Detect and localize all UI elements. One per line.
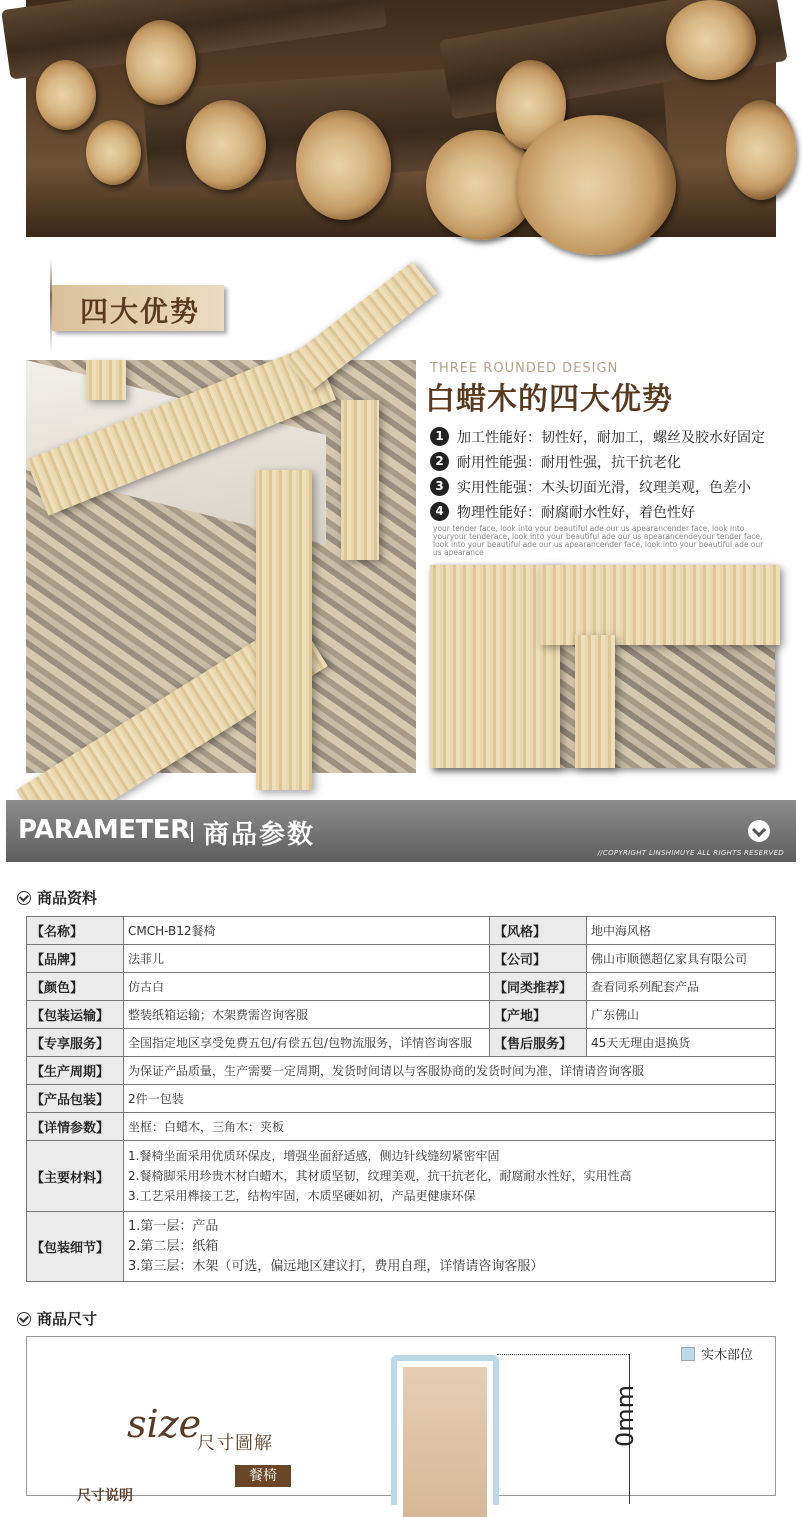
table-row bbox=[27, 917, 776, 945]
size-diagram bbox=[26, 1336, 776, 1504]
advantages-tag-text: 四大优势 bbox=[80, 295, 201, 328]
advantages-list bbox=[430, 424, 790, 524]
table-row bbox=[27, 1085, 776, 1113]
spec-key: 【产品包装】 bbox=[27, 1085, 124, 1113]
spec-key: 【公司】 bbox=[490, 945, 587, 973]
spec-key: 【颜色】 bbox=[27, 973, 124, 1001]
table-row bbox=[27, 1212, 776, 1282]
advantage-text: 耐用性能强：耐用性强，抗干抗老化 bbox=[457, 454, 681, 471]
spec-value: 仿古白 bbox=[124, 973, 490, 1001]
table-row bbox=[27, 1141, 776, 1212]
list-item bbox=[430, 499, 790, 524]
spec-value: 佛山市顺德超亿家具有限公司 bbox=[587, 945, 776, 973]
spec-key: 【专享服务】 bbox=[27, 1029, 124, 1057]
check-circle-icon bbox=[17, 1312, 31, 1326]
parameter-cn: 商品参数 bbox=[203, 820, 316, 850]
size-heading-text: 商品尺寸 bbox=[37, 1310, 98, 1328]
advantage-text: 加工性能好：韧性好，耐加工，螺丝及胶水好固定 bbox=[457, 429, 765, 446]
solid-wood-legend bbox=[681, 1344, 753, 1363]
dimension-label: 0mm bbox=[611, 1384, 639, 1447]
product-info-heading bbox=[17, 887, 97, 908]
banner-divider bbox=[191, 822, 193, 842]
spec-key: 【同类推荐】 bbox=[490, 973, 587, 1001]
size-heading bbox=[17, 1308, 97, 1329]
advantages-tag bbox=[52, 285, 224, 331]
logs-photo bbox=[26, 0, 776, 237]
spec-value: 法菲儿 bbox=[124, 945, 490, 973]
spec-value: 2件一包装 bbox=[124, 1085, 776, 1113]
legend-label: 实木部位 bbox=[701, 1348, 754, 1363]
legend-swatch bbox=[681, 1347, 695, 1361]
chair-corner-photo bbox=[26, 360, 416, 773]
spec-key: 【售后服务】 bbox=[490, 1029, 587, 1057]
parameter-en: PARAMETER bbox=[18, 815, 190, 845]
chair-leg-detail-photo bbox=[430, 565, 775, 768]
advantages-heading: 白蜡木的四大优势 bbox=[425, 382, 673, 417]
size-cn-title: 尺寸圖解 bbox=[197, 1433, 273, 1454]
spec-value: 为保证产品质量，生产需要一定周期，发货时间请以与客服协商的发货时间为准，详情请咨询客服 bbox=[124, 1057, 776, 1085]
list-item bbox=[430, 474, 790, 499]
spec-key: 【生产周期】 bbox=[27, 1057, 124, 1085]
spec-value: 广东佛山 bbox=[587, 1001, 776, 1029]
number-badge: 2 bbox=[430, 452, 449, 471]
copyright-text: //COPYRIGHT LINSHIMUYE ALL RIGHTS RESERVED bbox=[597, 849, 784, 857]
material-line: 1.餐椅坐面采用优质环保皮，增强坐面舒适感，侧边针线缝纫紧密牢固 bbox=[128, 1149, 500, 1163]
table-row bbox=[27, 1113, 776, 1141]
number-badge: 4 bbox=[430, 502, 449, 521]
list-item bbox=[430, 424, 790, 449]
table-row bbox=[27, 1057, 776, 1085]
spec-key: 【包装细节】 bbox=[27, 1212, 124, 1282]
product-info-heading-text: 商品资料 bbox=[37, 889, 98, 907]
spec-key: 【主要材料】 bbox=[27, 1141, 124, 1212]
spec-value: 地中海风格 bbox=[587, 917, 776, 945]
table-row bbox=[27, 973, 776, 1001]
material-line: 3.工艺采用榫接工艺，结构牢固，木质坚硬如初，产品更健康环保 bbox=[128, 1189, 476, 1203]
advantage-text: 物理性能好：耐腐耐水性好，着色性好 bbox=[457, 504, 695, 521]
dimension-guide bbox=[497, 1354, 629, 1355]
spec-key: 【产地】 bbox=[490, 1001, 587, 1029]
material-line: 2.餐椅脚采用珍贵木材白蜡木，其材质坚韧，纹理美观，抗干抗老化，耐腐耐水性好，实用性高 bbox=[128, 1169, 632, 1183]
chevron-down-icon bbox=[748, 820, 770, 842]
spec-value: 坐框：白蜡木，三角木：夹板 bbox=[124, 1113, 776, 1141]
chair-front-drawing bbox=[391, 1355, 499, 1505]
size-script-title: size bbox=[127, 1402, 202, 1446]
spec-key: 【详情参数】 bbox=[27, 1113, 124, 1141]
list-item bbox=[430, 449, 790, 474]
spec-value: 整装纸箱运输；木架费需咨询客服 bbox=[124, 1001, 490, 1029]
materials-cell bbox=[124, 1141, 776, 1212]
spec-key: 【名称】 bbox=[27, 917, 124, 945]
pack-line: 2.第二层：纸箱 bbox=[128, 1238, 219, 1254]
chair-back-panel bbox=[403, 1367, 487, 1517]
spec-key: 【包装运输】 bbox=[27, 1001, 124, 1029]
table-row bbox=[27, 1029, 776, 1057]
spec-table bbox=[26, 916, 776, 1282]
chair-tag: 餐椅 bbox=[235, 1465, 291, 1487]
size-notes-title: 尺寸说明 bbox=[77, 1488, 133, 1504]
table-row bbox=[27, 945, 776, 973]
number-badge: 3 bbox=[430, 477, 449, 496]
parameter-banner bbox=[6, 800, 796, 862]
spec-value: CMCH-B12餐椅 bbox=[124, 917, 490, 945]
pack-line: 1.第一层：产品 bbox=[128, 1218, 219, 1234]
number-badge: 1 bbox=[430, 427, 449, 446]
similar-products-link[interactable]: 查看同系列配套产品 bbox=[587, 973, 776, 1001]
check-circle-icon bbox=[17, 891, 31, 905]
table-row bbox=[27, 1001, 776, 1029]
spec-value: 全国指定地区享受免费五包/有偿五包/包物流服务，详情咨询客服 bbox=[124, 1029, 490, 1057]
spec-key: 【风格】 bbox=[490, 917, 587, 945]
design-caption: THREE ROUNDED DESIGN bbox=[430, 361, 619, 376]
spec-value: 45天无理由退换货 bbox=[587, 1029, 776, 1057]
english-filler-text: your tender face, look into your beautiful ade our us apearancender face, look into youryour tenderace, look into your beautiful ade our us apearancendeyour tender face, look into your beautiful ade our us apearancender face, look into your beautiful ade our us apearance bbox=[433, 524, 764, 557]
advantage-text: 实用性能强：木头切面光滑，纹理美观，色差小 bbox=[457, 479, 751, 496]
pack-detail-cell bbox=[124, 1212, 776, 1282]
spec-key: 【品牌】 bbox=[27, 945, 124, 973]
pack-line: 3.第三层：木架（可选，偏远地区建议打，费用自理，详情请咨询客服） bbox=[128, 1258, 544, 1274]
